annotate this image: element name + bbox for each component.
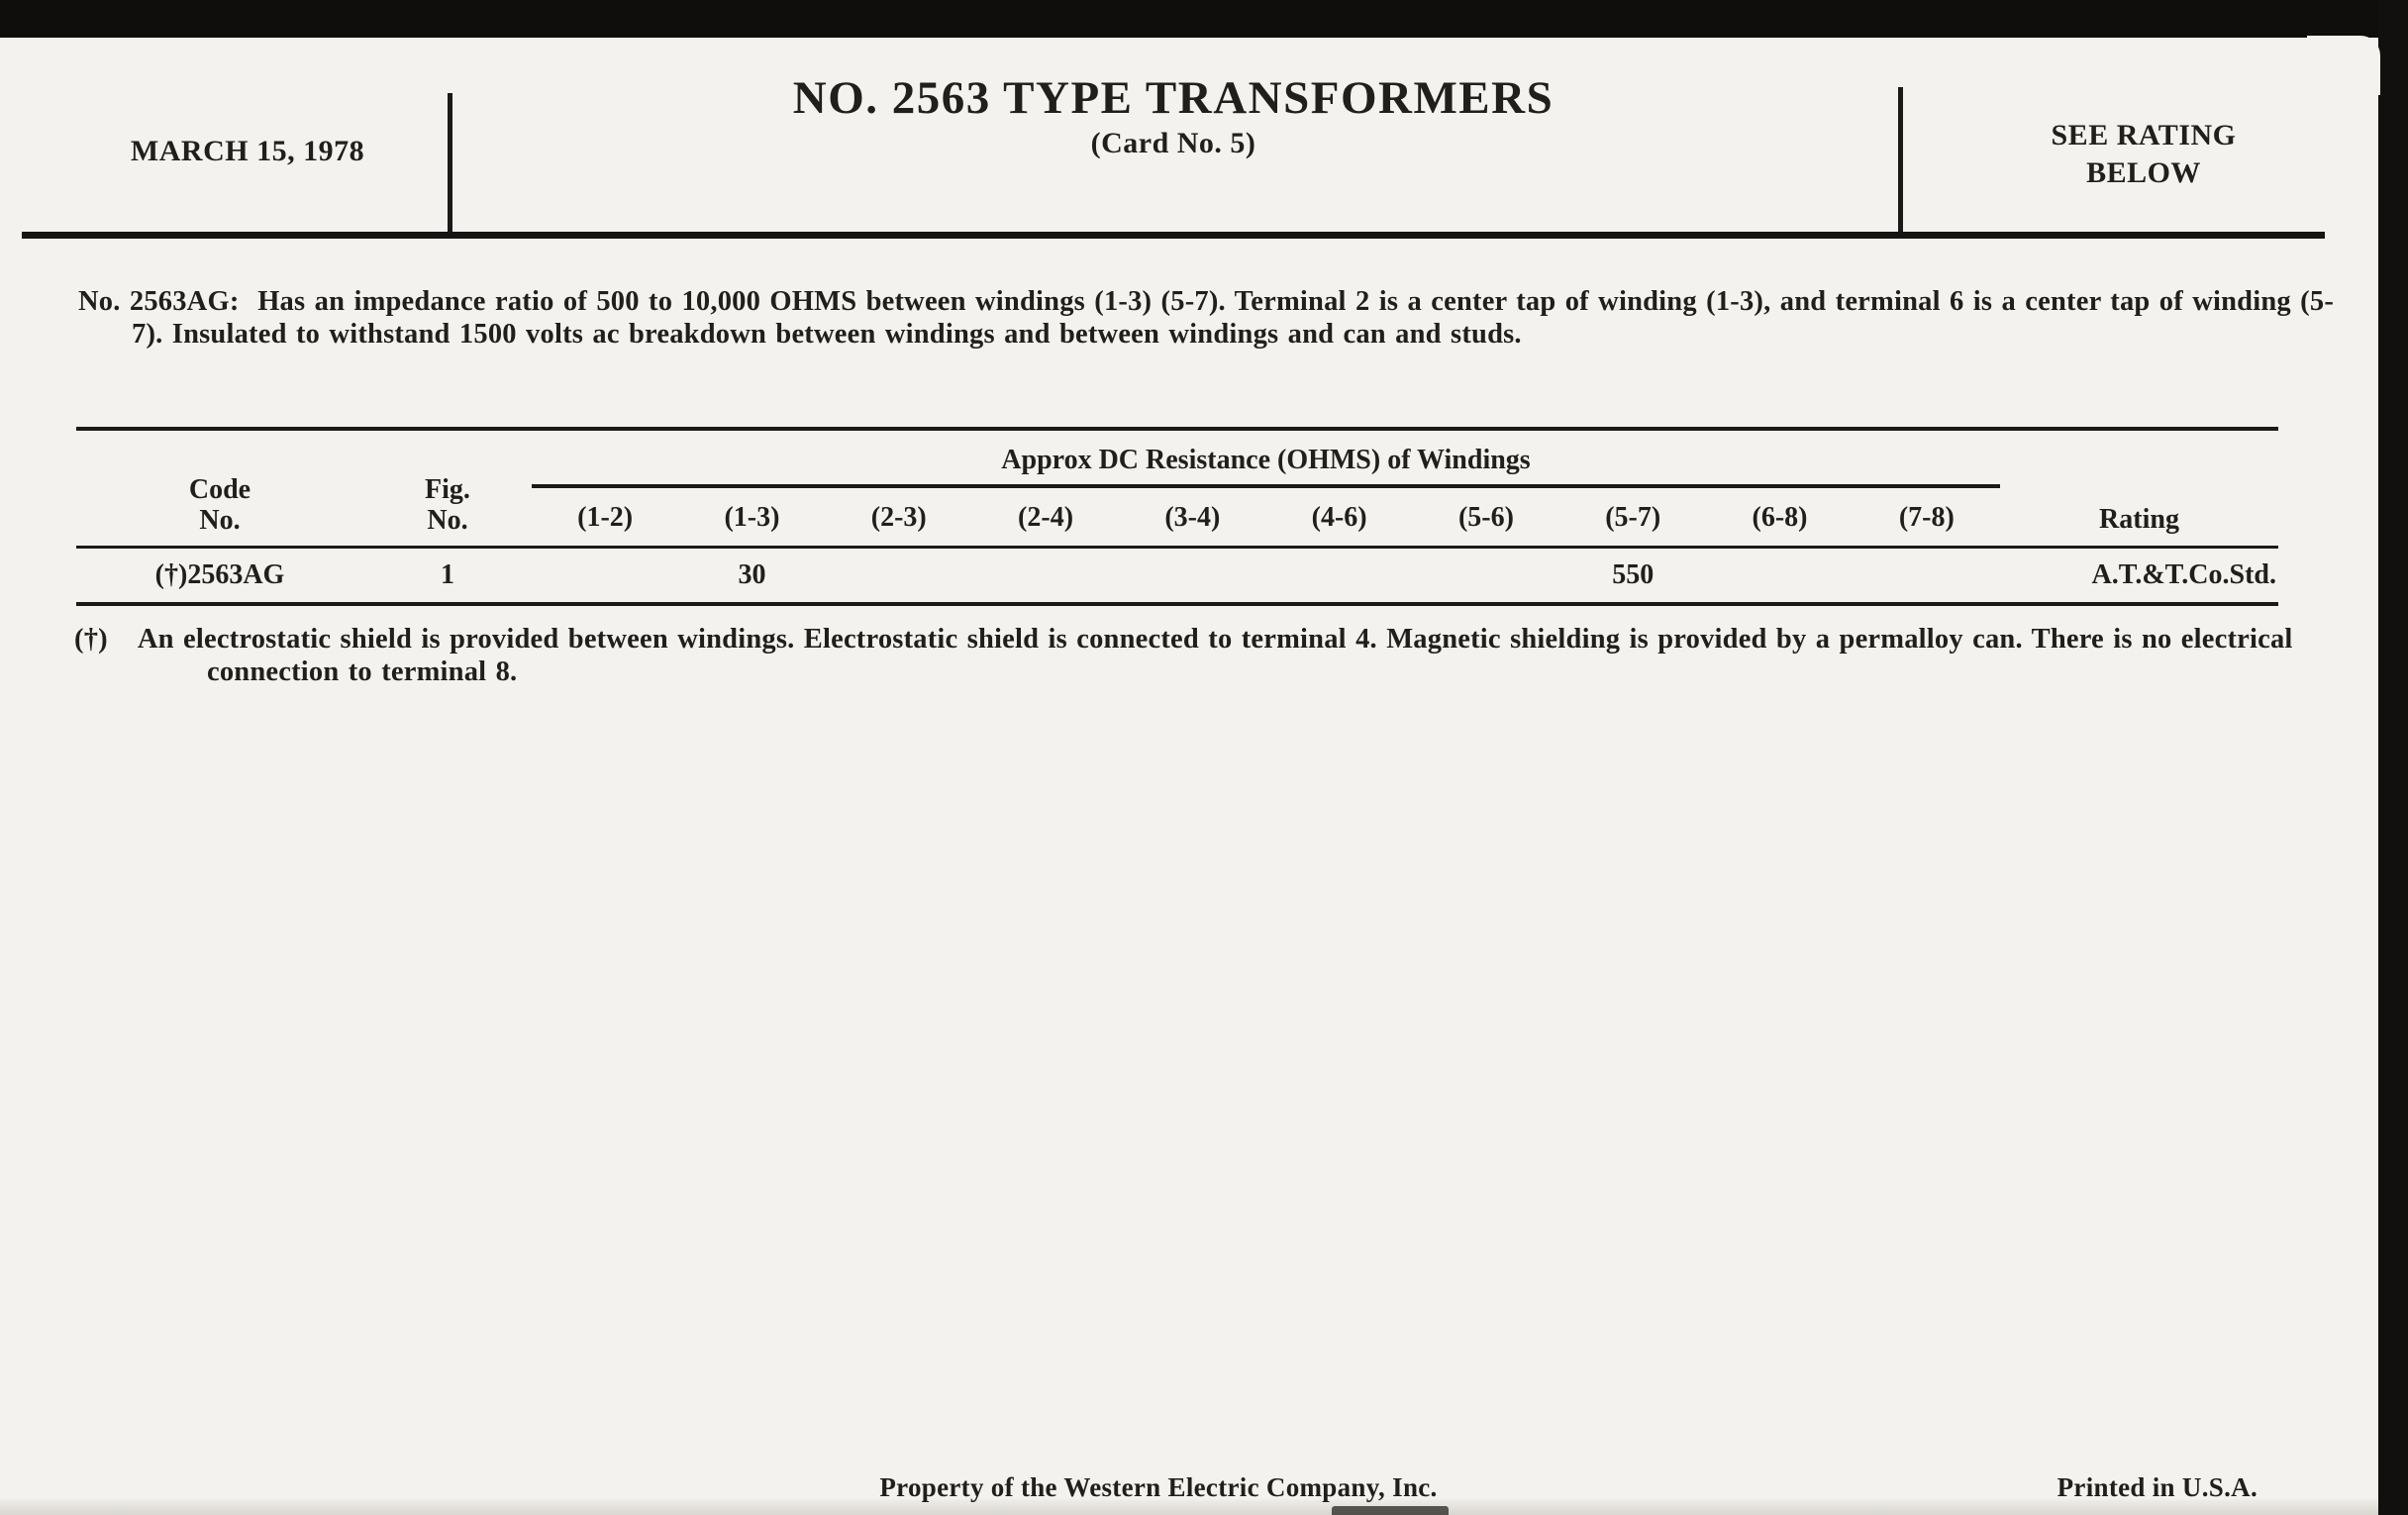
header-rule	[22, 232, 2325, 239]
description-label: No. 2563AG:	[78, 286, 240, 317]
column-header-2-3: (2-3)	[870, 502, 927, 533]
card-rounded-corner	[2307, 36, 2380, 95]
cell-code: (†)2563AG	[154, 559, 285, 590]
cell-res-5-7: 550	[1612, 559, 1655, 590]
column-header-1-3: (1-3)	[724, 502, 780, 533]
rating-note	[1936, 117, 2352, 192]
column-header-5-6: (5-6)	[1457, 502, 1514, 533]
column-header-4-6: (4-6)	[1311, 502, 1367, 533]
cell-fig: 1	[441, 559, 454, 590]
title-block	[554, 73, 1792, 160]
column-header-3-4: (3-4)	[1164, 502, 1221, 533]
windings-subheader-row	[532, 502, 2000, 534]
rating-note-line2: BELOW	[2086, 156, 2201, 189]
column-header-rating: Rating	[2099, 504, 2179, 535]
card-date: MARCH 15, 1978	[130, 135, 365, 167]
code-header-line1: Code	[188, 474, 251, 505]
cell-res-1-3: 30	[738, 559, 766, 590]
fig-header-line1: Fig.	[425, 474, 470, 505]
card-title: NO. 2563 TYPE TRANSFORMERS	[792, 72, 1555, 124]
scan-right-black-strip	[2378, 0, 2408, 1515]
windings-group-title: Approx DC Resistance (OHMS) of Windings	[1001, 445, 1531, 475]
resistance-table	[76, 427, 2278, 606]
table-bottom-rule	[76, 602, 2278, 606]
column-header-1-2: (1-2)	[577, 502, 634, 533]
fig-header-line2: No.	[427, 505, 468, 536]
column-header-2-4: (2-4)	[1018, 502, 1074, 533]
windings-group-underline	[532, 484, 2000, 488]
header-divider-left	[448, 93, 452, 238]
footer-property-line: Property of the Western Electric Company, Inc.	[879, 1472, 1438, 1502]
card-subtitle: (Card No. 5)	[1090, 127, 1256, 159]
description-text: Has an impedance ratio of 500 to 10,000 OHMS between windings (1-3) (5-7). Terminal 2 is a center tap of winding (1-3), and terminal 6 is a center tap of winding (5-7). Insulated to withstand 1500 volts ac breakdown between windings and between windings and can and studs.	[132, 286, 2335, 350]
code-header-line2: No.	[199, 505, 241, 536]
footer-printed-line: Printed in U.S.A.	[2057, 1472, 2258, 1502]
table-header	[76, 431, 2278, 546]
header-divider-right	[1898, 87, 1903, 238]
windings-group	[532, 445, 2000, 534]
column-header-6-8: (6-8)	[1752, 502, 1808, 533]
scan-top-black-bar	[0, 0, 2408, 38]
footnote-marker: (†)	[74, 624, 108, 655]
footnote-text: An electrostatic shield is provided between windings. Electrostatic shield is connected to terminal 4. Magnetic shielding is provided by a permalloy can. There is no electrical connection to terminal 8.	[137, 624, 2293, 687]
column-header-fig	[363, 474, 532, 536]
table-row	[76, 549, 2278, 602]
footnote	[74, 623, 2408, 688]
column-header-code	[76, 474, 363, 536]
rating-note-line1: SEE RATING	[2051, 119, 2237, 152]
description-paragraph	[78, 286, 2348, 351]
column-header-7-8: (7-8)	[1898, 502, 1955, 533]
column-header-5-7: (5-7)	[1605, 502, 1661, 533]
scan-bottom-smudge	[1332, 1506, 1449, 1515]
cell-rating: A.T.&T.Co.Std.	[2091, 559, 2276, 590]
